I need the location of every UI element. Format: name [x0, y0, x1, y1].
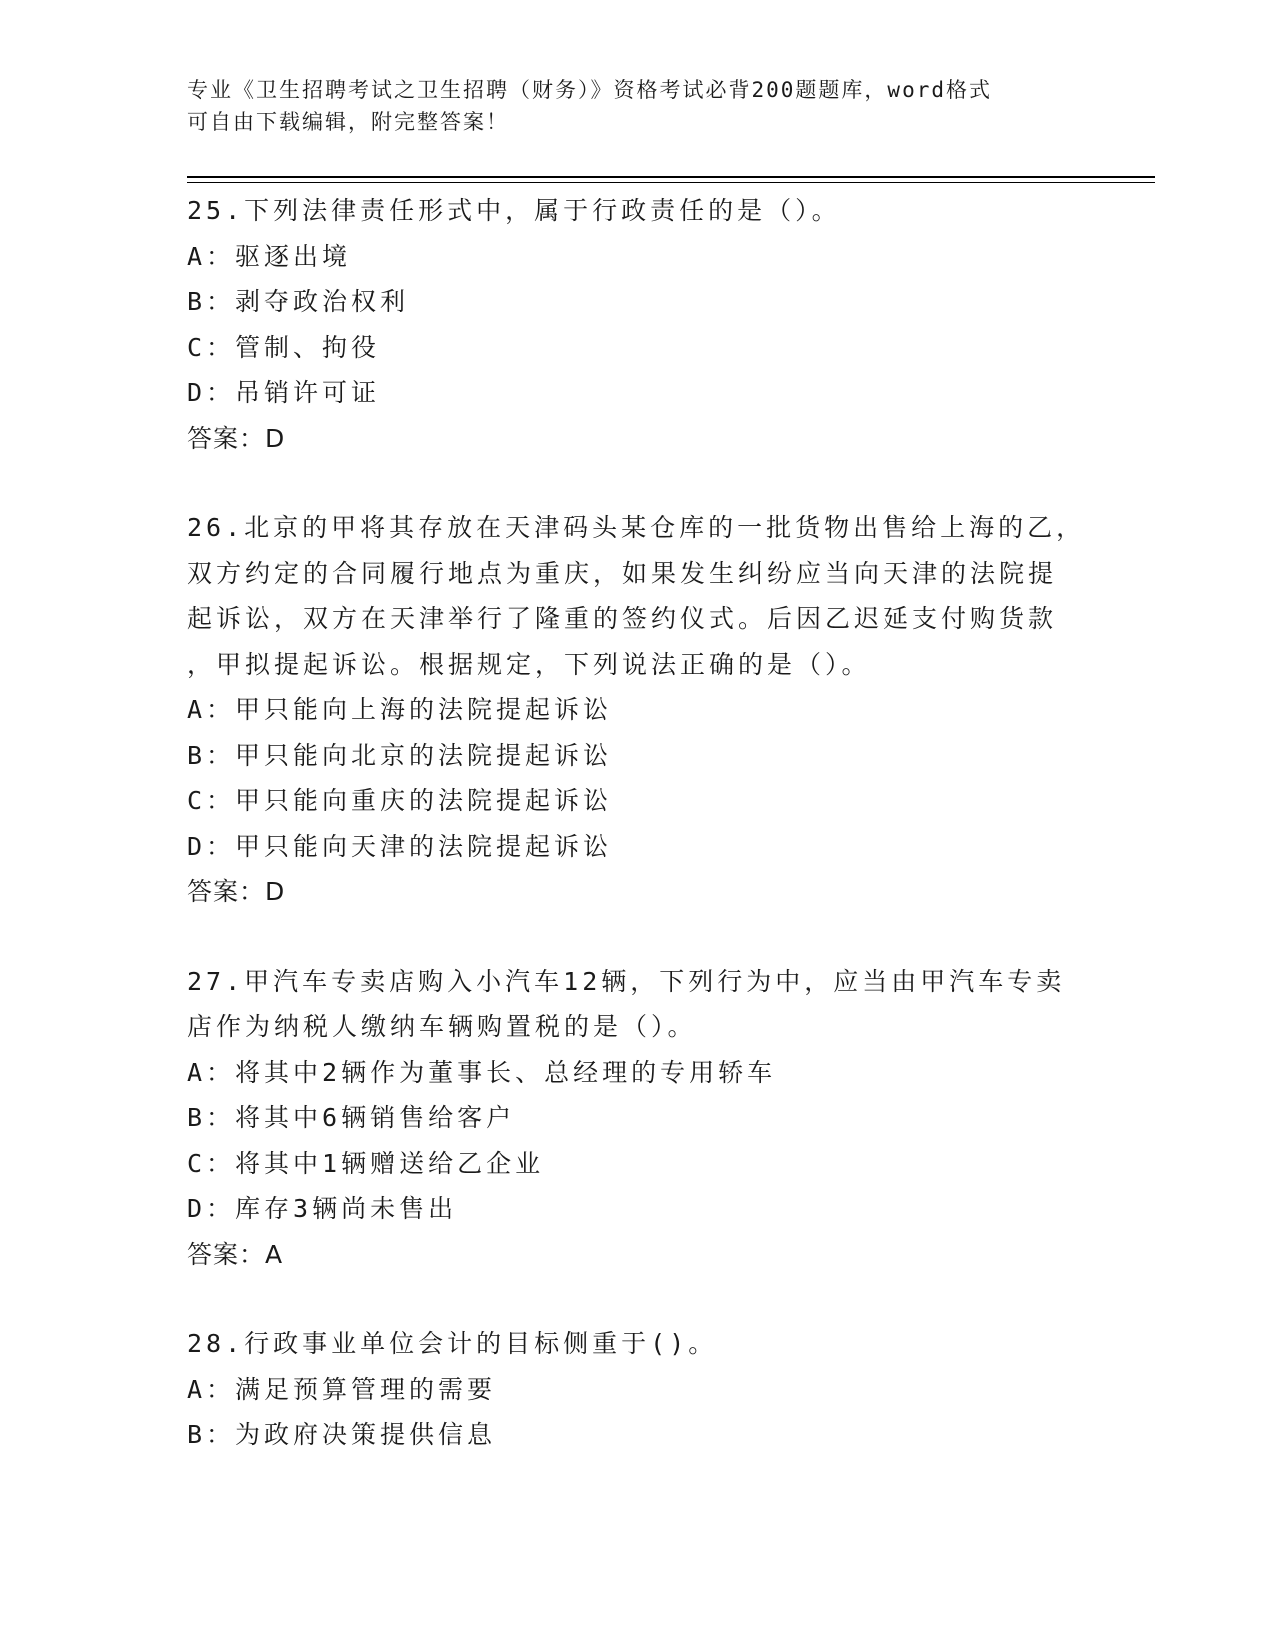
option-d: D：甲只能向天津的法院提起诉讼: [187, 831, 613, 861]
question-stem: 起诉讼，双方在天津举行了隆重的签约仪式。后因乙迟延支付购货款: [187, 604, 1058, 633]
question-stem: ，甲拟提起诉讼。根据规定，下列说法正确的是（）。: [187, 649, 871, 679]
answer: 答案：D: [187, 877, 286, 906]
option-a: A：将其中2辆作为董事长、总经理的专用轿车: [187, 1057, 777, 1087]
option-b: B：为政府决策提供信息: [187, 1420, 497, 1449]
header-line-2: 可自由下载编辑，附完整答案！: [187, 110, 509, 134]
question-stem: 25.下列法律责任形式中，属于行政责任的是（）。: [187, 196, 841, 225]
question-stem: 双方约定的合同履行地点为重庆，如果发生纠纷应当向天津的法院提: [187, 558, 1058, 588]
option-c: C：管制、拘役: [187, 332, 381, 362]
option-c: C：甲只能向重庆的法院提起诉讼: [187, 786, 613, 815]
answer: 答案：D: [187, 423, 286, 453]
header-line-1: 专业《卫生招聘考试之卫生招聘（财务）》资格考试必背200题题库，word格式: [187, 78, 992, 102]
header-divider-thin: [187, 182, 1155, 183]
question-28: [187, 1321, 1147, 1458]
option-c: C：将其中1辆赠送给乙企业: [187, 1148, 545, 1178]
question-25: [187, 188, 1147, 461]
option-b: B：将其中6辆销售给客户: [187, 1103, 516, 1132]
option-a: A：驱逐出境: [187, 241, 352, 271]
question-27: [187, 959, 1147, 1278]
document-header: [187, 74, 1087, 138]
option-a: A：满足预算管理的需要: [187, 1374, 497, 1404]
header-divider-thick: [187, 176, 1155, 178]
option-a: A：甲只能向上海的法院提起诉讼: [187, 695, 613, 724]
question-list: [187, 188, 1147, 1458]
question-stem: 27.甲汽车专卖店购入小汽车12辆，下列行为中，应当由甲汽车专卖: [187, 966, 1066, 996]
option-d: D：吊销许可证: [187, 378, 381, 407]
question-stem: 26.北京的甲将其存放在天津码头某仓库的一批货物出售给上海的乙，: [187, 513, 1086, 542]
option-b: B：甲只能向北京的法院提起诉讼: [187, 740, 613, 770]
question-26: [187, 505, 1147, 915]
question-stem: 28.行政事业单位会计的目标侧重于()。: [187, 1329, 718, 1358]
question-stem: 店作为纳税人缴纳车辆购置税的是（）。: [187, 1012, 697, 1041]
option-d: D：库存3辆尚未售出: [187, 1194, 458, 1223]
option-b: B：剥夺政治权利: [187, 287, 410, 316]
answer: 答案：A: [187, 1239, 284, 1269]
